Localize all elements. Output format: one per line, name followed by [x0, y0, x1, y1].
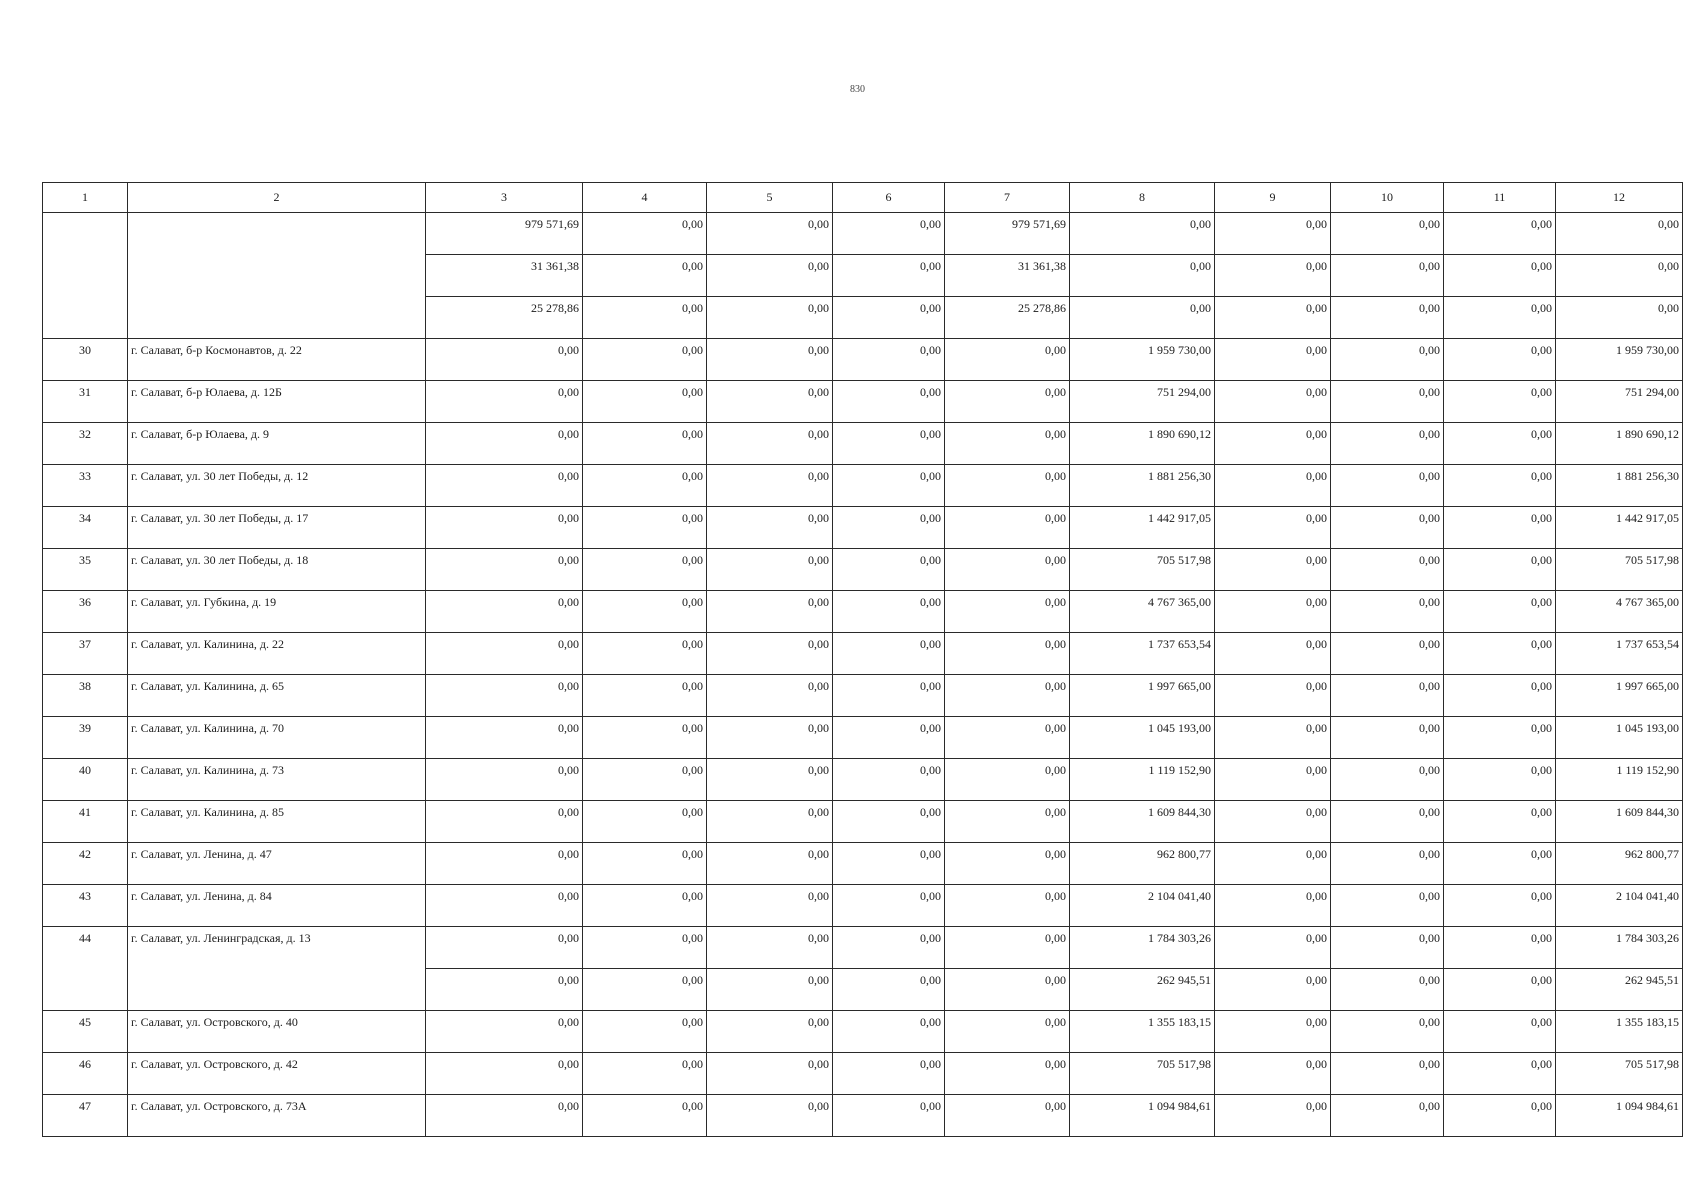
cell-col-6: 0,00 [833, 717, 945, 759]
header-row [43, 183, 1683, 213]
cell-col-9: 0,00 [1215, 633, 1331, 675]
row-number: 36 [43, 591, 128, 633]
cell-col-5: 0,00 [707, 675, 833, 717]
column-header-4: 4 [583, 183, 707, 213]
column-header-2: 2 [128, 183, 426, 213]
cell-col-8: 1 045 193,00 [1070, 717, 1215, 759]
cell-col-4: 0,00 [583, 1095, 707, 1137]
cell-col-12: 705 517,98 [1556, 1053, 1683, 1095]
cell-col-3: 0,00 [426, 759, 583, 801]
cell-col-10: 0,00 [1331, 255, 1444, 297]
cell-col-8: 262 945,51 [1070, 969, 1215, 1011]
cell-col-4: 0,00 [583, 885, 707, 927]
column-header-5: 5 [707, 183, 833, 213]
cell-col-11: 0,00 [1444, 801, 1556, 843]
cell-col-12: 1 890 690,12 [1556, 423, 1683, 465]
cell-col-3: 0,00 [426, 339, 583, 381]
cell-col-3: 31 361,38 [426, 255, 583, 297]
cell-col-11: 0,00 [1444, 549, 1556, 591]
cell-col-9: 0,00 [1215, 423, 1331, 465]
table-row [43, 885, 1683, 927]
cell-col-3: 0,00 [426, 507, 583, 549]
cell-col-3: 0,00 [426, 927, 583, 969]
cell-col-11: 0,00 [1444, 927, 1556, 969]
data-table [42, 182, 1683, 1137]
cell-col-6: 0,00 [833, 1011, 945, 1053]
table-row [43, 339, 1683, 381]
cell-col-12: 705 517,98 [1556, 549, 1683, 591]
cell-col-3: 0,00 [426, 1011, 583, 1053]
row-number: 30 [43, 339, 128, 381]
cell-col-7: 0,00 [945, 969, 1070, 1011]
cell-col-6: 0,00 [833, 675, 945, 717]
cell-col-7: 0,00 [945, 885, 1070, 927]
cell-col-8: 1 881 256,30 [1070, 465, 1215, 507]
cell-col-11: 0,00 [1444, 843, 1556, 885]
row-address: г. Салават, ул. 30 лет Победы, д. 17 [128, 507, 426, 549]
cell-col-8: 1 442 917,05 [1070, 507, 1215, 549]
cell-col-12: 2 104 041,40 [1556, 885, 1683, 927]
cell-col-3: 0,00 [426, 843, 583, 885]
row-number: 35 [43, 549, 128, 591]
cell-col-4: 0,00 [583, 213, 707, 255]
cell-col-11: 0,00 [1444, 1053, 1556, 1095]
cell-col-8: 751 294,00 [1070, 381, 1215, 423]
row-address: г. Салават, ул. Калинина, д. 65 [128, 675, 426, 717]
cell-col-9: 0,00 [1215, 465, 1331, 507]
cell-col-8: 1 119 152,90 [1070, 759, 1215, 801]
cell-col-11: 0,00 [1444, 423, 1556, 465]
cell-col-4: 0,00 [583, 1053, 707, 1095]
row-number: 34 [43, 507, 128, 549]
cell-col-4: 0,00 [583, 423, 707, 465]
cell-col-4: 0,00 [583, 465, 707, 507]
page-number: 830 [850, 84, 865, 95]
cell-col-7: 0,00 [945, 801, 1070, 843]
column-header-6: 6 [833, 183, 945, 213]
cell-col-11: 0,00 [1444, 213, 1556, 255]
row-number: 43 [43, 885, 128, 927]
cell-col-7: 31 361,38 [945, 255, 1070, 297]
cell-col-5: 0,00 [707, 927, 833, 969]
cell-col-6: 0,00 [833, 591, 945, 633]
cell-col-12: 4 767 365,00 [1556, 591, 1683, 633]
table-row [43, 591, 1683, 633]
cell-col-9: 0,00 [1215, 591, 1331, 633]
cell-col-10: 0,00 [1331, 885, 1444, 927]
cell-col-3: 0,00 [426, 591, 583, 633]
cell-col-4: 0,00 [583, 591, 707, 633]
cell-col-5: 0,00 [707, 969, 833, 1011]
cell-col-4: 0,00 [583, 843, 707, 885]
cell-col-8: 4 767 365,00 [1070, 591, 1215, 633]
table-row [43, 717, 1683, 759]
cell-col-9: 0,00 [1215, 801, 1331, 843]
cell-col-9: 0,00 [1215, 339, 1331, 381]
cell-col-3: 0,00 [426, 885, 583, 927]
cell-col-4: 0,00 [583, 633, 707, 675]
cell-col-7: 0,00 [945, 675, 1070, 717]
cell-col-11: 0,00 [1444, 255, 1556, 297]
cell-col-7: 979 571,69 [945, 213, 1070, 255]
table-row [43, 507, 1683, 549]
row-number: 42 [43, 843, 128, 885]
cell-col-5: 0,00 [707, 339, 833, 381]
cell-col-9: 0,00 [1215, 843, 1331, 885]
row-number: 31 [43, 381, 128, 423]
column-header-7: 7 [945, 183, 1070, 213]
cell-col-5: 0,00 [707, 591, 833, 633]
row-address: г. Салават, ул. Островского, д. 40 [128, 1011, 426, 1053]
table-row [43, 1053, 1683, 1095]
cell-col-12: 0,00 [1556, 213, 1683, 255]
cell-col-10: 0,00 [1331, 213, 1444, 255]
row-number: 37 [43, 633, 128, 675]
cell-col-11: 0,00 [1444, 591, 1556, 633]
cell-col-11: 0,00 [1444, 759, 1556, 801]
cell-col-7: 0,00 [945, 465, 1070, 507]
cell-col-8: 1 959 730,00 [1070, 339, 1215, 381]
cell-col-12: 1 881 256,30 [1556, 465, 1683, 507]
cell-col-7: 0,00 [945, 591, 1070, 633]
row-address: г. Салават, ул. 30 лет Победы, д. 18 [128, 549, 426, 591]
cell-col-4: 0,00 [583, 675, 707, 717]
cell-col-9: 0,00 [1215, 549, 1331, 591]
cell-col-12: 0,00 [1556, 297, 1683, 339]
cell-col-5: 0,00 [707, 549, 833, 591]
cell-col-11: 0,00 [1444, 885, 1556, 927]
cell-col-9: 0,00 [1215, 675, 1331, 717]
row-number: 32 [43, 423, 128, 465]
row-number: 38 [43, 675, 128, 717]
row-number: 45 [43, 1011, 128, 1053]
cell-col-10: 0,00 [1331, 507, 1444, 549]
cell-col-4: 0,00 [583, 759, 707, 801]
cell-col-3: 0,00 [426, 633, 583, 675]
cell-col-7: 25 278,86 [945, 297, 1070, 339]
cell-col-6: 0,00 [833, 255, 945, 297]
cell-col-3: 25 278,86 [426, 297, 583, 339]
cell-col-8: 2 104 041,40 [1070, 885, 1215, 927]
cell-col-6: 0,00 [833, 507, 945, 549]
row-number: 46 [43, 1053, 128, 1095]
cell-col-3: 0,00 [426, 423, 583, 465]
cell-col-3: 0,00 [426, 1095, 583, 1137]
cell-col-5: 0,00 [707, 507, 833, 549]
cell-col-9: 0,00 [1215, 885, 1331, 927]
cell-col-5: 0,00 [707, 759, 833, 801]
row-address: г. Салават, б-р Юлаева, д. 9 [128, 423, 426, 465]
cell-col-12: 1 997 665,00 [1556, 675, 1683, 717]
cell-col-5: 0,00 [707, 1011, 833, 1053]
cell-col-3: 0,00 [426, 381, 583, 423]
table-row [43, 1011, 1683, 1053]
row-address: г. Салават, ул. Калинина, д. 73 [128, 759, 426, 801]
cell-col-7: 0,00 [945, 423, 1070, 465]
cell-col-8: 705 517,98 [1070, 1053, 1215, 1095]
row-number: 40 [43, 759, 128, 801]
cell-col-6: 0,00 [833, 885, 945, 927]
table-row [43, 801, 1683, 843]
cell-col-6: 0,00 [833, 381, 945, 423]
cell-col-5: 0,00 [707, 843, 833, 885]
cell-col-6: 0,00 [833, 1095, 945, 1137]
row-address: г. Салават, ул. Калинина, д. 85 [128, 801, 426, 843]
cell-col-12: 1 959 730,00 [1556, 339, 1683, 381]
cell-col-6: 0,00 [833, 339, 945, 381]
cell-col-3: 979 571,69 [426, 213, 583, 255]
cell-col-10: 0,00 [1331, 423, 1444, 465]
cell-col-8: 1 737 653,54 [1070, 633, 1215, 675]
cell-col-7: 0,00 [945, 381, 1070, 423]
cell-col-3: 0,00 [426, 717, 583, 759]
cell-col-6: 0,00 [833, 633, 945, 675]
cell-col-12: 962 800,77 [1556, 843, 1683, 885]
cell-col-9: 0,00 [1215, 1053, 1331, 1095]
cell-col-9: 0,00 [1215, 969, 1331, 1011]
cell-col-12: 1 355 183,15 [1556, 1011, 1683, 1053]
row-address: г. Салават, ул. Калинина, д. 22 [128, 633, 426, 675]
cell-col-9: 0,00 [1215, 759, 1331, 801]
cell-col-5: 0,00 [707, 423, 833, 465]
cell-col-11: 0,00 [1444, 381, 1556, 423]
cell-col-6: 0,00 [833, 423, 945, 465]
cell-col-7: 0,00 [945, 1053, 1070, 1095]
cell-col-10: 0,00 [1331, 717, 1444, 759]
table-row [43, 1095, 1683, 1137]
cell-col-8: 962 800,77 [1070, 843, 1215, 885]
row-address [128, 213, 426, 339]
cell-col-10: 0,00 [1331, 1095, 1444, 1137]
table-row [43, 633, 1683, 675]
cell-col-7: 0,00 [945, 1095, 1070, 1137]
cell-col-7: 0,00 [945, 549, 1070, 591]
cell-col-3: 0,00 [426, 801, 583, 843]
cell-col-9: 0,00 [1215, 297, 1331, 339]
cell-col-5: 0,00 [707, 1053, 833, 1095]
cell-col-4: 0,00 [583, 339, 707, 381]
cell-col-8: 705 517,98 [1070, 549, 1215, 591]
cell-col-5: 0,00 [707, 717, 833, 759]
cell-col-12: 751 294,00 [1556, 381, 1683, 423]
cell-col-3: 0,00 [426, 549, 583, 591]
row-address: г. Салават, ул. Ленина, д. 47 [128, 843, 426, 885]
cell-col-3: 0,00 [426, 1053, 583, 1095]
cell-col-4: 0,00 [583, 1011, 707, 1053]
table-row [43, 927, 1683, 969]
table-row [43, 423, 1683, 465]
cell-col-10: 0,00 [1331, 759, 1444, 801]
row-number: 33 [43, 465, 128, 507]
cell-col-8: 1 784 303,26 [1070, 927, 1215, 969]
cell-col-7: 0,00 [945, 1011, 1070, 1053]
cell-col-6: 0,00 [833, 801, 945, 843]
column-header-1: 1 [43, 183, 128, 213]
cell-col-4: 0,00 [583, 381, 707, 423]
table-row [43, 843, 1683, 885]
cell-col-10: 0,00 [1331, 339, 1444, 381]
cell-col-10: 0,00 [1331, 675, 1444, 717]
table-row [43, 675, 1683, 717]
cell-col-11: 0,00 [1444, 1095, 1556, 1137]
cell-col-4: 0,00 [583, 717, 707, 759]
table-row [43, 549, 1683, 591]
cell-col-9: 0,00 [1215, 381, 1331, 423]
cell-col-11: 0,00 [1444, 675, 1556, 717]
cell-col-5: 0,00 [707, 213, 833, 255]
cell-col-10: 0,00 [1331, 381, 1444, 423]
cell-col-10: 0,00 [1331, 465, 1444, 507]
cell-col-7: 0,00 [945, 843, 1070, 885]
cell-col-9: 0,00 [1215, 927, 1331, 969]
cell-col-11: 0,00 [1444, 297, 1556, 339]
cell-col-10: 0,00 [1331, 843, 1444, 885]
table-row [43, 213, 1683, 255]
cell-col-8: 1 355 183,15 [1070, 1011, 1215, 1053]
cell-col-4: 0,00 [583, 507, 707, 549]
cell-col-7: 0,00 [945, 717, 1070, 759]
cell-col-12: 1 442 917,05 [1556, 507, 1683, 549]
column-header-3: 3 [426, 183, 583, 213]
column-header-12: 12 [1556, 183, 1683, 213]
cell-col-6: 0,00 [833, 549, 945, 591]
cell-col-7: 0,00 [945, 339, 1070, 381]
row-address: г. Салават, б-р Космонавтов, д. 22 [128, 339, 426, 381]
cell-col-10: 0,00 [1331, 591, 1444, 633]
cell-col-4: 0,00 [583, 801, 707, 843]
cell-col-11: 0,00 [1444, 465, 1556, 507]
table-row [43, 465, 1683, 507]
cell-col-10: 0,00 [1331, 801, 1444, 843]
row-address: г. Салават, ул. Калинина, д. 70 [128, 717, 426, 759]
cell-col-4: 0,00 [583, 927, 707, 969]
cell-col-8: 0,00 [1070, 297, 1215, 339]
row-address: г. Салават, ул. Ленина, д. 84 [128, 885, 426, 927]
cell-col-7: 0,00 [945, 927, 1070, 969]
cell-col-11: 0,00 [1444, 507, 1556, 549]
row-address: г. Салават, ул. Островского, д. 42 [128, 1053, 426, 1095]
cell-col-10: 0,00 [1331, 1011, 1444, 1053]
cell-col-5: 0,00 [707, 801, 833, 843]
cell-col-7: 0,00 [945, 633, 1070, 675]
cell-col-4: 0,00 [583, 549, 707, 591]
cell-col-11: 0,00 [1444, 339, 1556, 381]
cell-col-5: 0,00 [707, 465, 833, 507]
cell-col-9: 0,00 [1215, 717, 1331, 759]
cell-col-6: 0,00 [833, 927, 945, 969]
cell-col-8: 1 997 665,00 [1070, 675, 1215, 717]
cell-col-5: 0,00 [707, 885, 833, 927]
table-body [43, 213, 1683, 1137]
cell-col-9: 0,00 [1215, 213, 1331, 255]
cell-col-6: 0,00 [833, 465, 945, 507]
cell-col-11: 0,00 [1444, 969, 1556, 1011]
cell-col-6: 0,00 [833, 969, 945, 1011]
row-number: 41 [43, 801, 128, 843]
cell-col-11: 0,00 [1444, 1011, 1556, 1053]
cell-col-10: 0,00 [1331, 969, 1444, 1011]
cell-col-8: 1 094 984,61 [1070, 1095, 1215, 1137]
cell-col-4: 0,00 [583, 969, 707, 1011]
cell-col-9: 0,00 [1215, 255, 1331, 297]
cell-col-12: 1 609 844,30 [1556, 801, 1683, 843]
cell-col-5: 0,00 [707, 255, 833, 297]
cell-col-3: 0,00 [426, 465, 583, 507]
cell-col-7: 0,00 [945, 759, 1070, 801]
cell-col-7: 0,00 [945, 507, 1070, 549]
row-address: г. Салават, ул. Островского, д. 73А [128, 1095, 426, 1137]
cell-col-12: 1 737 653,54 [1556, 633, 1683, 675]
table-row [43, 381, 1683, 423]
column-header-8: 8 [1070, 183, 1215, 213]
cell-col-9: 0,00 [1215, 1095, 1331, 1137]
cell-col-12: 1 119 152,90 [1556, 759, 1683, 801]
cell-col-12: 1 094 984,61 [1556, 1095, 1683, 1137]
row-address: г. Салават, ул. Ленинградская, д. 13 [128, 927, 426, 1011]
cell-col-9: 0,00 [1215, 507, 1331, 549]
cell-col-6: 0,00 [833, 759, 945, 801]
row-address: г. Салават, ул. Губкина, д. 19 [128, 591, 426, 633]
column-header-10: 10 [1331, 183, 1444, 213]
column-header-11: 11 [1444, 183, 1556, 213]
cell-col-12: 0,00 [1556, 255, 1683, 297]
cell-col-8: 1 890 690,12 [1070, 423, 1215, 465]
cell-col-4: 0,00 [583, 297, 707, 339]
cell-col-5: 0,00 [707, 633, 833, 675]
cell-col-8: 0,00 [1070, 213, 1215, 255]
row-number [43, 213, 128, 339]
cell-col-6: 0,00 [833, 1053, 945, 1095]
cell-col-6: 0,00 [833, 297, 945, 339]
row-number: 44 [43, 927, 128, 1011]
row-address: г. Салават, б-р Юлаева, д. 12Б [128, 381, 426, 423]
cell-col-3: 0,00 [426, 969, 583, 1011]
cell-col-5: 0,00 [707, 297, 833, 339]
cell-col-5: 0,00 [707, 381, 833, 423]
row-address: г. Салават, ул. 30 лет Победы, д. 12 [128, 465, 426, 507]
cell-col-12: 262 945,51 [1556, 969, 1683, 1011]
cell-col-10: 0,00 [1331, 633, 1444, 675]
cell-col-6: 0,00 [833, 843, 945, 885]
table-row [43, 759, 1683, 801]
cell-col-11: 0,00 [1444, 717, 1556, 759]
cell-col-10: 0,00 [1331, 549, 1444, 591]
row-number: 39 [43, 717, 128, 759]
row-number: 47 [43, 1095, 128, 1137]
cell-col-8: 0,00 [1070, 255, 1215, 297]
cell-col-6: 0,00 [833, 213, 945, 255]
cell-col-8: 1 609 844,30 [1070, 801, 1215, 843]
cell-col-12: 1 784 303,26 [1556, 927, 1683, 969]
cell-col-9: 0,00 [1215, 1011, 1331, 1053]
cell-col-3: 0,00 [426, 675, 583, 717]
cell-col-12: 1 045 193,00 [1556, 717, 1683, 759]
cell-col-4: 0,00 [583, 255, 707, 297]
cell-col-10: 0,00 [1331, 1053, 1444, 1095]
column-header-9: 9 [1215, 183, 1331, 213]
cell-col-5: 0,00 [707, 1095, 833, 1137]
cell-col-10: 0,00 [1331, 297, 1444, 339]
cell-col-10: 0,00 [1331, 927, 1444, 969]
cell-col-11: 0,00 [1444, 633, 1556, 675]
